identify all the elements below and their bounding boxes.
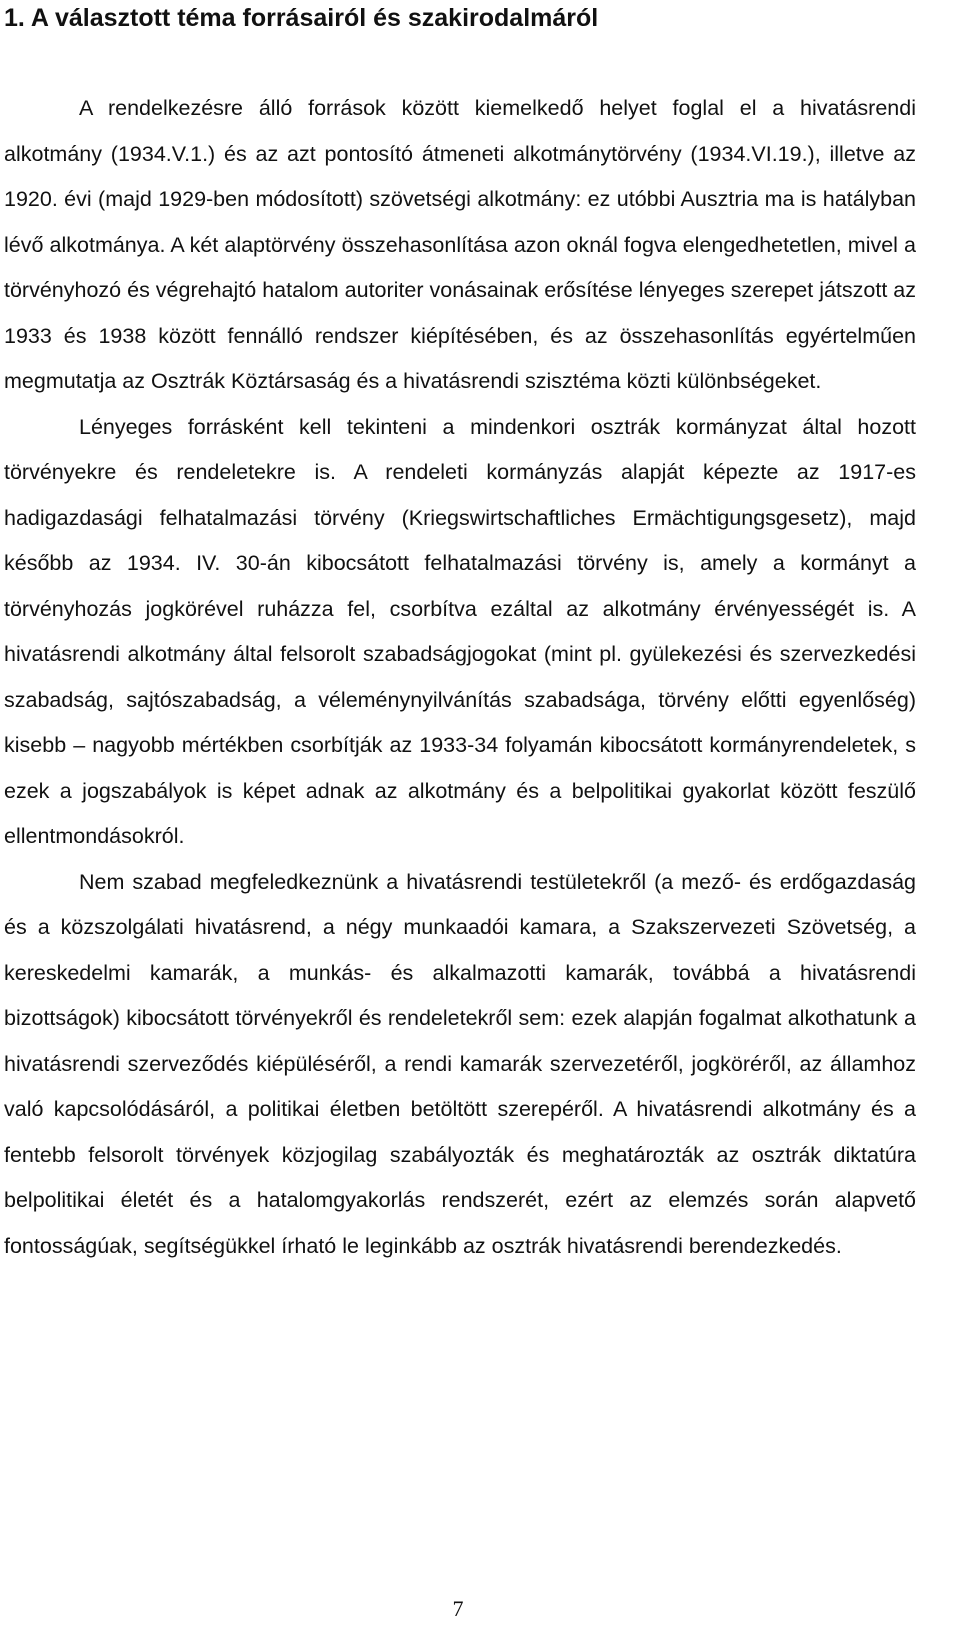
page-number: 7 <box>452 1596 464 1621</box>
body-text <box>4 86 916 1269</box>
paragraph-1: A rendelkezésre álló források között kiemelkedő helyet foglal el a hivatásrendi alkotmány (1934.V.1.) és az azt pontosító átmeneti alkotmánytörvény (1934.VI.19.), illetve az 1920. évi (majd 1929-ben módosított) szövetségi alkotmány: ez utóbbi Ausztria ma is hatályban lévő alkotmánya. A két alaptörvény összehasonlítása azon oknál fogva elengedhetetlen, mivel a törvényhozó és végrehajtó hatalom autoriter vonásainak erősítése lényeges szerepet játszott az 1933 és 1938 között fennálló rendszer kiépítésében, és az összehasonlítás egyértelműen megmutatja az Osztrák Köztársaság és a hivatásrendi szisztéma közti különbségeket. <box>4 96 916 393</box>
paragraph-3: Nem szabad megfeledkeznünk a hivatásrendi testületekről (a mező- és erdőgazdaság és a közszolgálati hivatásrend, a négy munkaadói kamara, a Szakszervezeti Szövetség, a kereskedelmi kamarák, a munkás- és alkalmazotti kamarák, továbbá a hivatásrendi bizottságok) kibocsátott törvényekről és rendeletekről sem: ezek alapján fogalmat alkothatunk a hivatásrendi szerveződés kiépüléséről, a rendi kamarák szervezetéről, jogköréről, az államhoz való kapcsolódásáról, a politikai életben betöltött szerepéről. A hivatásrendi alkotmány és a fentebb felsorolt törvények közjogilag szabályozták és meghatározták az osztrák diktatúra belpolitikai életét és a hatalomgyakorlás rendszerét, ezért az elemzés során alapvető fontosságúak, segítségükkel írható le leginkább az osztrák hivatásrendi berendezkedés. <box>4 869 916 1258</box>
section-heading: 1. A választott téma forrásairól és szakirodalmáról <box>4 4 599 32</box>
paragraph-2: Lényeges forrásként kell tekinteni a mindenkori osztrák kormányzat által hozott törvényekre és rendeletekre is. A rendeleti kormányzás alapját képezte az 1917-es hadigazdasági felhatalmazási törvény (Kriegswirtschaftliches Ermächtigungsgesetz), majd később az 1934. IV. 30-án kibocsátott felhatalmazási törvény is, amely a kormányt a törvényhozás jogkörével ruházza fel, csorbítva ezáltal az alkotmány érvényességét is. A hivatásrendi alkotmány által felsorolt szabadságjogokat (mint pl. gyülekezési és szervezkedési szabadság, sajtószabadság, a véleménynyilvánítás szabadsága, törvény előtti egyenlőség) kisebb – nagyobb mértékben csorbítják az 1933-34 folyamán kibocsátott kormányrendeletek, s ezek a jogszabályok is képet adnak az alkotmány és a belpolitikai gyakorlat között feszülő ellentmondásokról. <box>4 414 916 848</box>
